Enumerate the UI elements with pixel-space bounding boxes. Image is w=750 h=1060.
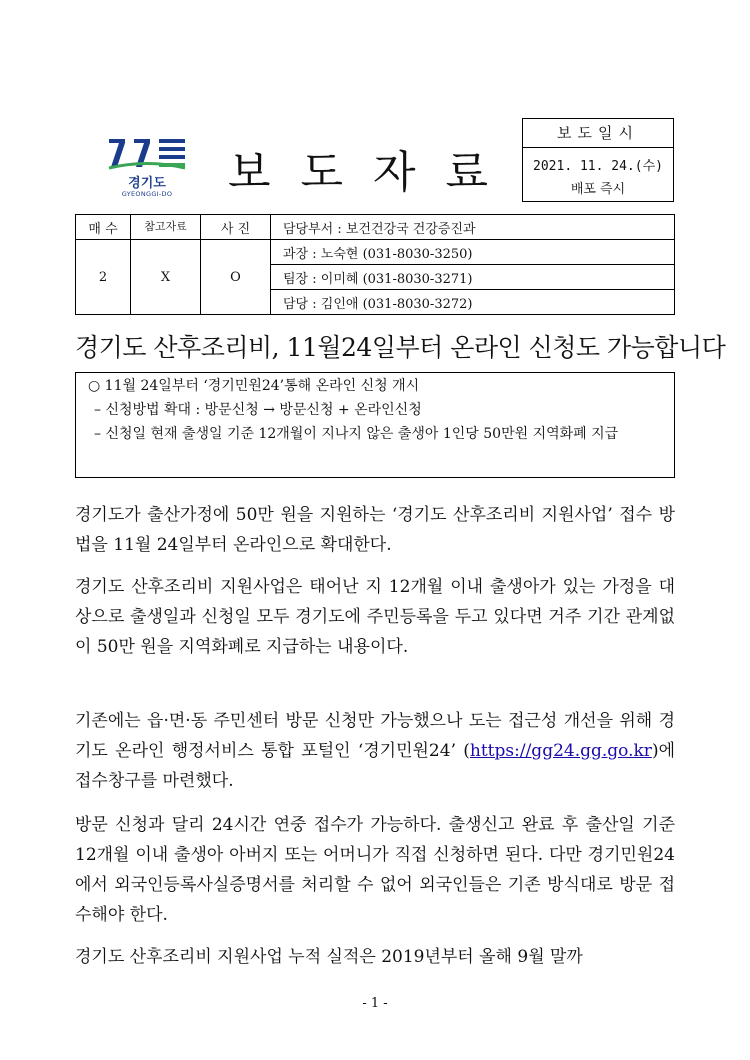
contact-manager: 과장 : 노숙현 (031-8030-3250) [271, 240, 675, 265]
summary-line-2: – 신청방법 확대 : 방문신청 → 방문신청 + 온라인신청 [94, 402, 422, 418]
body-paragraph-5: 경기도 산후조리비 지원사업 누적 실적은 2019년부터 올해 9월 말까 [75, 947, 583, 967]
document-title: 보도자료 [228, 147, 519, 198]
release-date-label: 보도일시 [523, 119, 673, 148]
department: 담당부서 : 보건건강국 건강증진과 [271, 215, 675, 240]
photo-value: O [201, 240, 271, 315]
release-date-box [522, 118, 674, 202]
summary-box [75, 372, 675, 478]
reference-header-label: 참고자료 [144, 220, 187, 233]
contact-staff: 담당 : 김인애 (031-8030-3272) [271, 290, 675, 315]
release-date: 2021. 11. 24.(수) [533, 159, 663, 174]
summary-line-3: – 신청일 현재 출생일 기준 12개월이 지나지 않은 출생아 1인당 50만원 지역화폐 지급 [94, 426, 619, 442]
contact-team-lead: 팀장 : 이미혜 (031-8030-3271) [271, 265, 675, 290]
logo-subtext: GYEONGGI-DO [121, 190, 173, 198]
body-paragraph-3 [75, 706, 675, 796]
contact-info-table [75, 214, 675, 315]
pages-header: 매 수 [76, 215, 131, 240]
body-paragraph-3-text: 기존에는 읍·면·동 주민센터 방문 신청만 가능했으나 도는 접근성 개선을 위해 경기도 온라인 행정서비스 통합 포털인 ‘경기민원24’ ( [75, 711, 675, 761]
reference-header [131, 215, 201, 240]
headline: 경기도 산후조리비, 11월24일부터 온라인 신청도 가능합니다 [75, 333, 726, 362]
body-paragraph-4: 방문 신청과 달리 24시간 연중 접수가 가능하다. 출생신고 완료 후 출산일 기준 12개월 이내 출생아 아버지 또는 어머니가 직접 신청하면 된다. 다만 경기민원24에서 외국인등록사실증명서를 처리할 수 없어 외국인들은 기존 방식대로 방문 접수해야 한다. [75, 815, 675, 925]
reference-value: X [131, 240, 201, 315]
page-number: - 1 - [362, 996, 388, 1011]
release-timing: 배포 즉시 [570, 182, 626, 197]
pages-value: 2 [76, 240, 131, 315]
summary-line-1: ○ 11월 24일부터 ‘경기민원24’통해 온라인 신청 개시 [88, 378, 420, 394]
body-paragraph-2: 경기도 산후조리비 지원사업은 태어난 지 12개월 이내 출생아가 있는 가정을 대상으로 출생일과 신청일 모두 경기도에 주민등록을 두고 있다면 거주 기간 관계없이 50만 원을 지역화폐로 지급하는 내용이다. [75, 577, 675, 657]
photo-header: 사 진 [201, 215, 271, 240]
gg24-link[interactable]: https://gg24.gg.go.kr [469, 741, 652, 761]
body-paragraph-1: 경기도가 출산가정에 50만 원을 지원하는 ‘경기도 산후조리비 지원사업’ 접수 방법을 11월 24일부터 온라인으로 확대한다. [75, 505, 675, 555]
body-paragraph-3-tail: )에 접수창구를 마련했다. [75, 741, 675, 791]
logo-text: 경기도 [128, 176, 166, 191]
